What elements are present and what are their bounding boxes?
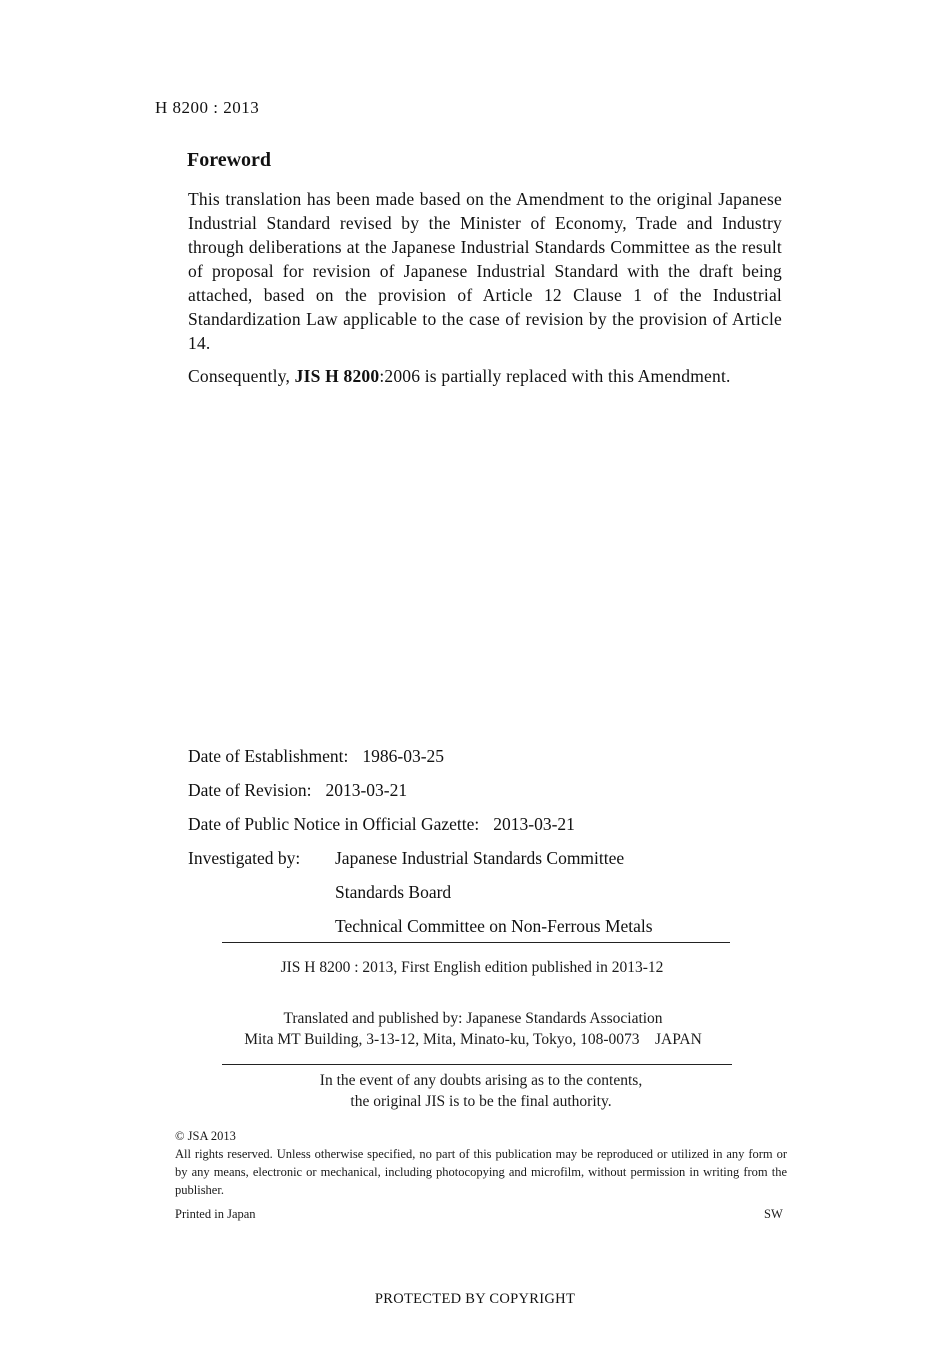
investigated-label: Investigated by: — [188, 848, 301, 868]
investigated-board: Standards Board — [335, 882, 452, 902]
publisher-line-1: Translated and published by: Japanese Standards Association — [283, 1010, 663, 1027]
revision-value: 2013-03-21 — [325, 780, 408, 800]
establishment-value: 1986-03-25 — [362, 746, 445, 766]
edition-statement: JIS H 8200 : 2013, First English edition published in 2013-12 — [280, 959, 664, 976]
investigated-technical-committee: Technical Committee on Non-Ferrous Metals — [335, 916, 653, 936]
divider-top — [222, 942, 730, 943]
public-notice-line — [188, 814, 575, 835]
rights-statement: All rights reserved. Unless otherwise specified, no part of this publication may be reproduced or utilized in any form or by any means, electronic or mechanical, including photocopying and microfilm, without permission in writing from the publisher. — [175, 1147, 787, 1197]
establishment-label: Date of Establishment: — [188, 746, 349, 766]
public-notice-value: 2013-03-21 — [493, 814, 575, 834]
establishment-line — [188, 746, 444, 767]
authority-line-1: In the event of any doubts arising as to the contents, — [319, 1072, 643, 1089]
divider-bottom — [222, 1064, 732, 1065]
publisher-block — [0, 1008, 948, 1050]
copyright-footer: PROTECTED BY COPYRIGHT — [374, 1291, 576, 1307]
foreword-title: Foreword — [187, 149, 272, 171]
authority-notice — [6, 1070, 950, 1112]
copyright-block — [175, 1127, 787, 1199]
revision-line — [188, 780, 407, 801]
publisher-line-2: Mita MT Building, 3-13-12, Mita, Minato-ku, Tokyo, 108-0073 JAPAN — [244, 1031, 702, 1048]
printed-in: Printed in Japan — [175, 1207, 256, 1221]
copyright-notice: © JSA 2013 — [175, 1129, 236, 1143]
foreword-paragraph-2 — [188, 364, 782, 388]
para2-suffix: :2006 is partially replaced with this Amendment. — [379, 366, 731, 386]
revision-label: Date of Revision: — [188, 780, 312, 800]
investigated-committee: Japanese Industrial Standards Committee — [335, 848, 625, 868]
printer-code: SW — [764, 1207, 783, 1221]
foreword-paragraph-1: This translation has been made based on the Amendment to the original Japanese Industrial Standard revised by the Minister of Economy, Trade and Industry through deliberations at the Japanese Industrial Standards Committee as the result of proposal for revision of Japanese Industrial Standard with the draft being attached, based on the provision of Article 12 Clause 1 of the Industrial Standardization Law applicable to the case of revision by the provision of Article 14. — [188, 189, 782, 353]
public-notice-label: Date of Public Notice in Official Gazette: — [188, 814, 480, 834]
authority-line-2: the original JIS is to be the final authority. — [350, 1093, 612, 1110]
standard-reference: JIS H 8200 — [294, 366, 380, 386]
para2-prefix: Consequently, — [188, 366, 295, 386]
document-code: H 8200 : 2013 — [155, 98, 260, 117]
